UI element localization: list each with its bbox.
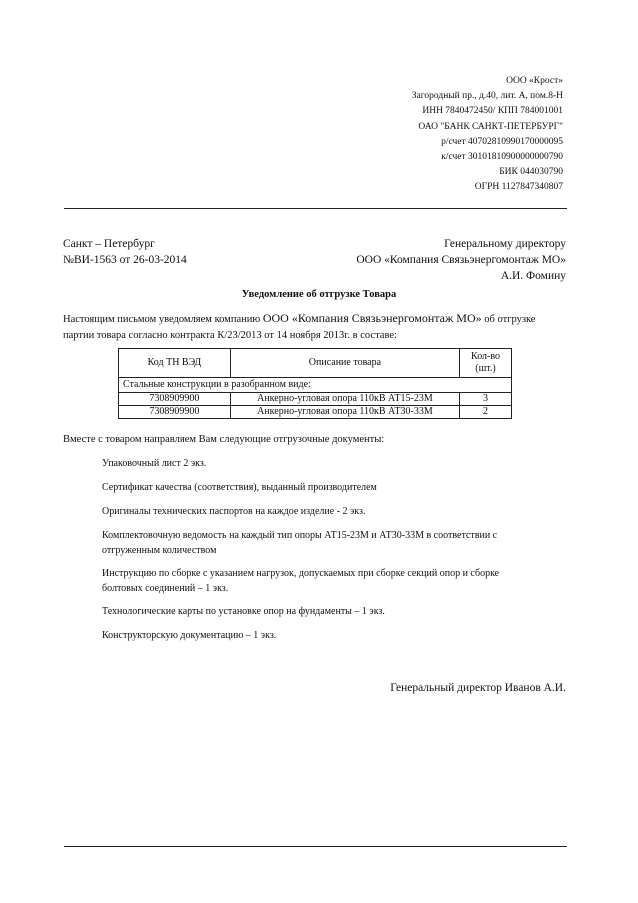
cell-description: Анкерно-угловая опора 110кВ АТ15-23М — [230, 393, 459, 406]
goods-table — [118, 348, 512, 419]
intro-paragraph — [63, 310, 563, 344]
intro-text-end: об отгрузке партии товара согласно контракта К/23/2013 от 14 ноября 2013г. в составе: — [63, 314, 536, 341]
header-divider — [64, 208, 567, 209]
cell-description: Анкерно-угловая опора 110кВ АТ30-33М — [230, 406, 459, 419]
signature-line: Генеральный директор Иванов А.И. — [390, 682, 566, 694]
header-quantity: Кол-во (шт.) — [460, 349, 512, 378]
place-and-number — [63, 236, 187, 268]
letter-subject: Уведомление об отгрузке Товара — [241, 289, 397, 300]
documents-list — [102, 456, 542, 652]
document-item: Технологические карты по установке опор на фундаменты – 1 экз. — [102, 606, 385, 617]
city: Санкт – Петербург — [63, 238, 155, 250]
cell-hs-code: 7308909900 — [119, 393, 231, 406]
footer-divider — [64, 846, 567, 847]
header-description: Описание товара — [230, 349, 459, 378]
section-label: Стальные конструкции в разобранном виде: — [119, 378, 512, 393]
sender-inn: ИНН 7840472450/ КПП 784001001 — [422, 106, 563, 117]
cell-hs-code: 7308909900 — [119, 406, 231, 419]
recipient-name: А.И. Фомину — [500, 270, 566, 282]
cell-quantity: 3 — [460, 393, 512, 406]
sender-bik: БИК 044030790 — [499, 167, 563, 178]
document-item: Сертификат качества (соответствия), выданный производителем — [102, 482, 377, 493]
sender-account: р/счет 40702810990170000095 — [441, 136, 563, 147]
sender-corr-account: к/счет 30101810900000000790 — [441, 152, 563, 163]
document-item: Инструкцию по сборке с указанием нагрузок, допускаемых при сборке секций опор и сборке болтовых соединений – 1 экз. — [102, 568, 500, 594]
intro-company: ООО «Компания Связьэнергомонтаж МО» — [262, 311, 482, 325]
sender-details — [412, 74, 563, 196]
document-item: Упаковочный лист 2 экз. — [102, 458, 207, 469]
document-item: Комплектовочную ведомость на каждый тип опоры АТ15-23М и АТ30-33М в соответствии с отгруженным количеством — [102, 530, 498, 556]
table-row — [119, 406, 512, 419]
recipient-company: ООО «Компания Связьэнергомонтаж МО» — [356, 254, 566, 266]
header-hs-code: Код ТН ВЭД — [119, 349, 231, 378]
cell-quantity: 2 — [460, 406, 512, 419]
sender-bank: ОАО "БАНК САНКТ-ПЕТЕРБУРГ" — [418, 121, 563, 132]
table-row — [119, 393, 512, 406]
document-item: Оригиналы технических паспортов на каждое изделие - 2 экз. — [102, 506, 366, 517]
documents-intro: Вместе с товаром направляем Вам следующие отгрузочные документы: — [63, 434, 385, 445]
sender-ogrn: ОГРН 1127847340807 — [474, 182, 563, 193]
document-item: Конструкторскую документацию – 1 экз. — [102, 630, 277, 641]
sender-company: ООО «Крост» — [506, 76, 563, 86]
document-number: №ВИ-1563 от 26-03-2014 — [63, 254, 187, 266]
recipient-position: Генеральному директору — [444, 238, 566, 250]
table-section-row — [119, 378, 512, 393]
recipient-block — [356, 236, 566, 284]
sender-address: Загородный пр., д.40, лит. А, пом.8-Н — [411, 91, 563, 102]
intro-text-start: Настоящим письмом уведомляем компанию — [63, 314, 261, 325]
table-header-row — [119, 349, 512, 378]
